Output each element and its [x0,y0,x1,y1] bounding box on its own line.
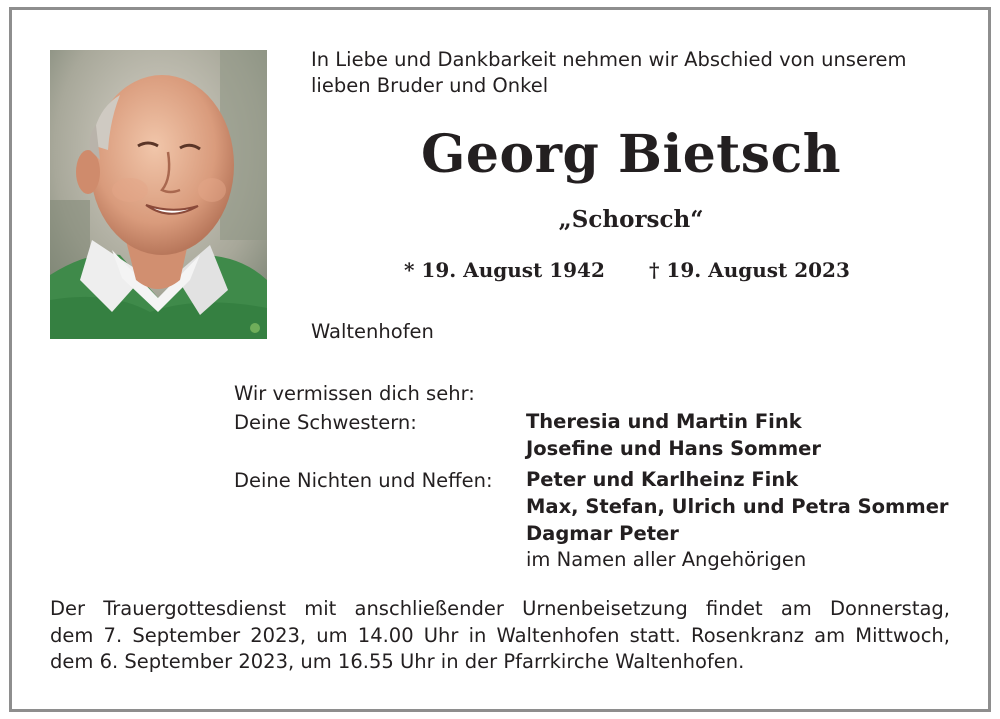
mourner-name: Peter und Karlheinz Fink [526,468,799,491]
service-line: dem 6. September 2023, um 16.55 Uhr in der Pfarrkirche Waltenhofen. [50,650,745,673]
mourners-heading: Wir vermissen dich sehr: [234,382,475,405]
nieces-nephews-label: Deine Nichten und Neffen: [234,469,493,492]
birth-date: * 19. August 1942 [404,258,605,282]
intro-line: lieben Bruder und Onkel [311,74,549,97]
nieces-nephews-names [526,467,949,574]
place-name: Waltenhofen [311,320,434,343]
mourner-name: Dagmar Peter [526,521,679,545]
death-date: † 19. August 2023 [649,258,850,282]
intro-text [311,47,971,99]
service-line: Der Trauergottesdienst mit anschließender Urnenbeisetzung findet am Donnerstag, [50,597,950,620]
service-info [50,596,950,676]
deceased-name: Georg Bietsch [420,124,842,185]
closing-line: im Namen aller Angehörigen [526,548,807,572]
sisters-names [526,409,821,463]
portrait-photo [50,50,267,339]
mourner-name: Theresia und Martin Fink [526,410,802,433]
service-line: dem 7. September 2023, um 14.00 Uhr in Waltenhofen statt. Rosenkranz am Mittwoch, [50,623,950,647]
deceased-nickname: „Schorsch“ [558,206,704,233]
mourner-name: Josefine und Hans Sommer [526,436,822,460]
sisters-label: Deine Schwestern: [234,411,417,434]
intro-line: In Liebe und Dankbarkeit nehmen wir Abschied von unserem [311,48,907,71]
mourner-name: Max, Stefan, Ulrich und Petra Sommer [526,494,949,518]
